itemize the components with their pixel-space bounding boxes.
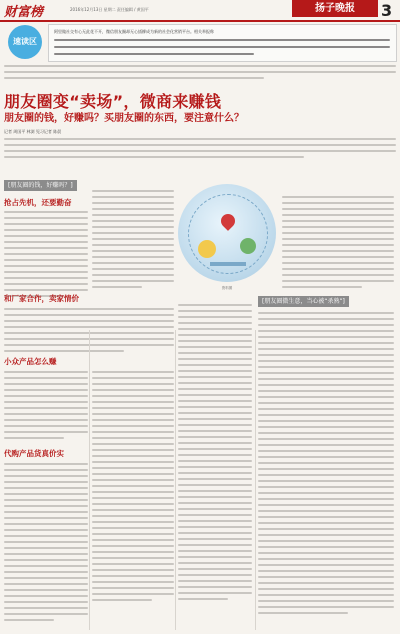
col3-text xyxy=(178,304,252,600)
right-section-bar: [朋友圈微生意，当心被“杀熟”] xyxy=(258,296,349,307)
col4-text-bottom xyxy=(258,312,394,614)
subhead-2: 和厂家合作，卖家情价 xyxy=(4,294,79,303)
opening-section-bar: [朋友圈的钱，好赚吗？] xyxy=(4,180,77,191)
intro-text-lines xyxy=(4,65,396,79)
column-rule xyxy=(255,330,256,630)
subhead-4: 代购产品货真价实 xyxy=(4,449,64,458)
dateline: 2016年12月13日 星期二 责任编辑 / 黄国平 xyxy=(70,7,149,12)
column-rule xyxy=(175,330,176,630)
column-rule xyxy=(89,330,90,630)
col1-text-a xyxy=(4,211,88,297)
col2-text-c xyxy=(92,371,174,601)
figure-caption: 资料图 xyxy=(221,286,233,290)
lead-paragraph-lines xyxy=(4,138,396,158)
subhead-3: 小众产品怎么赚 xyxy=(4,357,57,366)
col4-text-top xyxy=(282,196,394,288)
summary-lead: 阿里做社交有心无此花不开，微信朋友圈却无心插柳成为新的社会化营销平台。相关举报称 xyxy=(54,29,214,34)
illustration-bar xyxy=(210,262,246,266)
page-number: 3 xyxy=(381,1,393,20)
subhead-1: 抢占先机，还要勤奋 xyxy=(4,198,72,207)
summary-box xyxy=(48,24,397,62)
byline: 记者 周国平 林浏 见习记者 陈晨 xyxy=(4,129,62,134)
col2-text-a xyxy=(92,190,174,288)
masthead-logo: 扬子晚报 xyxy=(292,0,378,17)
subheadline: 朋友圈的钱，好赚吗？买朋友圈的东西，要注意什么？ xyxy=(4,113,244,124)
bubble-icon xyxy=(240,238,256,254)
quick-read-badge: 速读区 xyxy=(8,25,42,59)
section-name: 财富榜 xyxy=(4,5,44,20)
summary-text-lines xyxy=(54,39,390,55)
headline: 朋友圈变“卖场”，微商来赚钱 xyxy=(4,92,222,111)
col1-text-c xyxy=(4,371,88,439)
page-header xyxy=(0,0,400,22)
coin-icon xyxy=(198,240,216,258)
col1-text-d xyxy=(4,463,88,621)
